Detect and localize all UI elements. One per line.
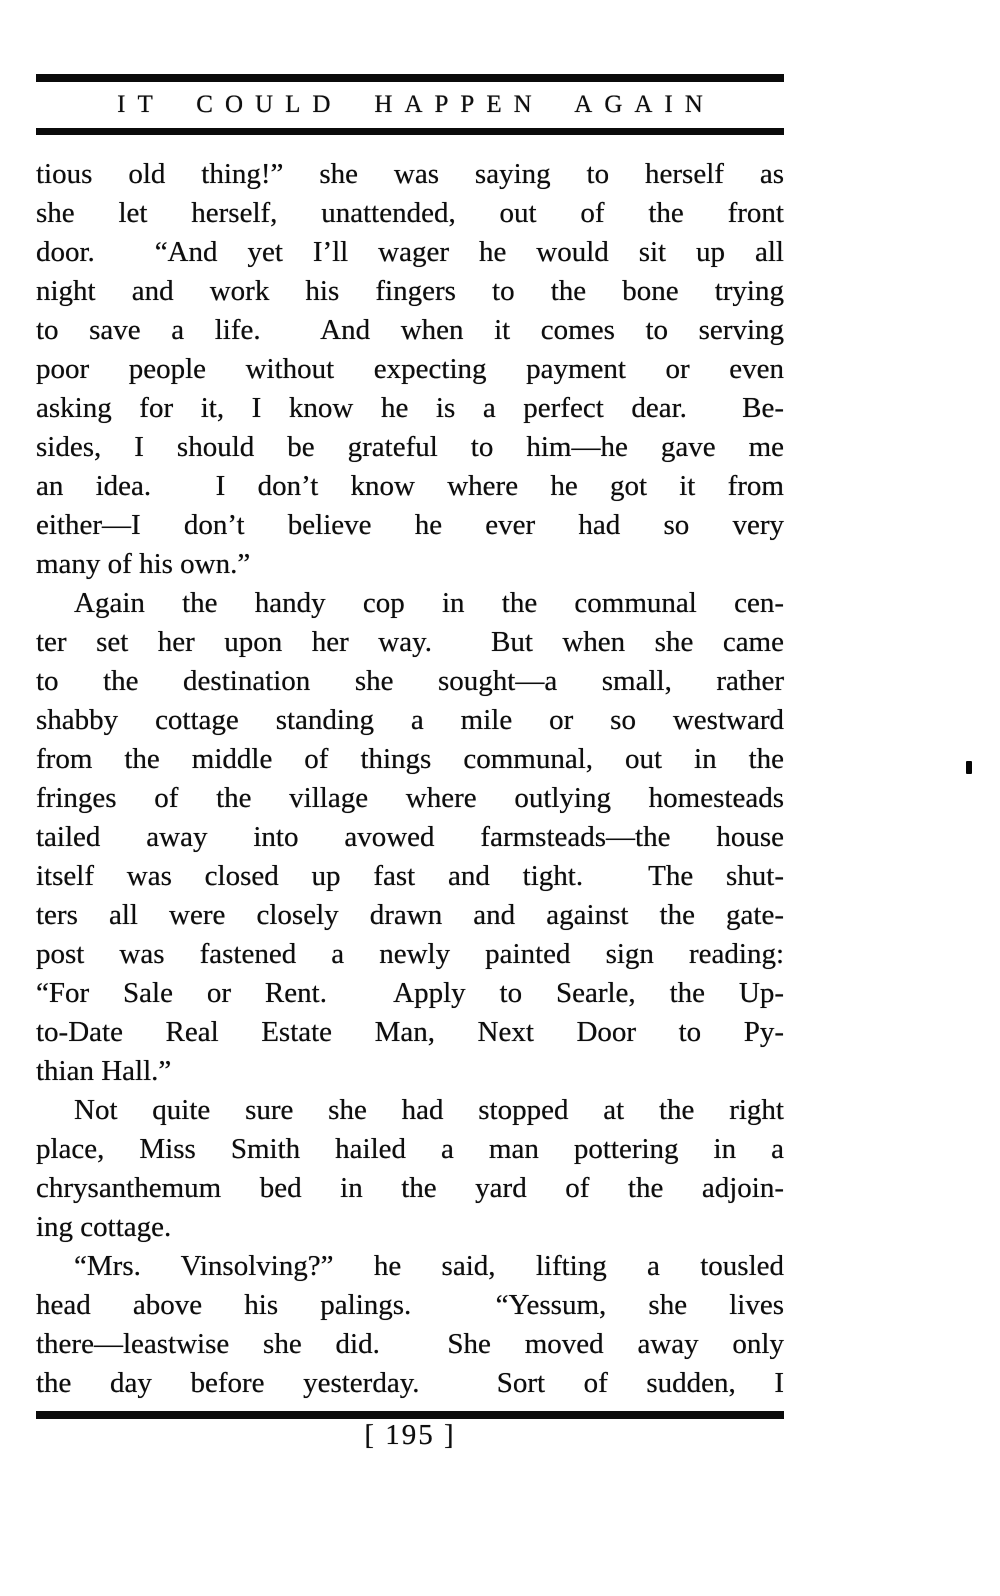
text-line: to-Date Real Estate Man, Next Door to Py- <box>36 1016 784 1048</box>
text-line: to save a life. And when it comes to serving <box>36 314 784 346</box>
running-head-title: IT COULD HAPPEN AGAIN <box>117 91 715 118</box>
text-line: she let herself, unattended, out of the front <box>36 197 784 229</box>
text-line: head above his palings. “Yessum, she lives <box>36 1289 784 1321</box>
text-line: shabby cottage standing a mile or so westward <box>36 704 784 736</box>
text-line: ter set her upon her way. But when she came <box>36 626 784 658</box>
text-line: many of his own.” <box>36 548 251 580</box>
paragraph <box>36 155 784 584</box>
text-line: Again the handy cop in the communal cen- <box>74 587 784 619</box>
header-rule-bottom <box>36 128 784 135</box>
ink-speck <box>966 761 972 774</box>
text-line: there—leastwise she did. She moved away only <box>36 1328 784 1360</box>
text-line: sides, I should be grateful to him—he gave me <box>36 431 784 463</box>
text-line: the day before yesterday. Sort of sudden, I <box>36 1367 784 1399</box>
text-line: ters all were closely drawn and against the gate- <box>36 899 784 931</box>
body-text <box>36 155 784 1403</box>
text-line: “For Sale or Rent. Apply to Searle, the Up- <box>36 977 784 1009</box>
text-line: ing cottage. <box>36 1211 172 1243</box>
text-line: door. “And yet I’ll wager he would sit up all <box>36 236 784 268</box>
text-line: to the destination she sought—a small, rather <box>36 665 784 697</box>
text-line: asking for it, I know he is a perfect dear. Be- <box>36 392 784 424</box>
page-number: [ 195 ] <box>364 1419 456 1451</box>
paragraph <box>36 584 784 1091</box>
text-line: itself was closed up fast and tight. The shut- <box>36 860 784 892</box>
text-line: either—I don’t believe he ever had so very <box>36 509 784 541</box>
text-line: chrysanthemum bed in the yard of the adjoin- <box>36 1172 784 1204</box>
text-line: “Mrs. Vinsolving?” he said, lifting a tousled <box>74 1250 784 1282</box>
text-line: thian Hall.” <box>36 1055 172 1087</box>
header-rule-top <box>36 74 784 82</box>
text-line: tious old thing!” she was saying to herself as <box>36 158 784 190</box>
text-line: poor people without expecting payment or even <box>36 353 784 385</box>
paragraph <box>36 1091 784 1247</box>
text-line: fringes of the village where outlying homesteads <box>36 782 784 814</box>
text-line: from the middle of things communal, out in the <box>36 743 784 775</box>
text-line: an idea. I don’t know where he got it from <box>36 470 784 502</box>
text-line: night and work his fingers to the bone trying <box>36 275 784 307</box>
text-line: Not quite sure she had stopped at the right <box>74 1094 784 1126</box>
text-line: post was fastened a newly painted sign reading: <box>36 938 784 970</box>
text-line: place, Miss Smith hailed a man pottering in a <box>36 1133 784 1165</box>
text-line: tailed away into avowed farmsteads—the house <box>36 821 784 853</box>
paragraph <box>36 1247 784 1403</box>
